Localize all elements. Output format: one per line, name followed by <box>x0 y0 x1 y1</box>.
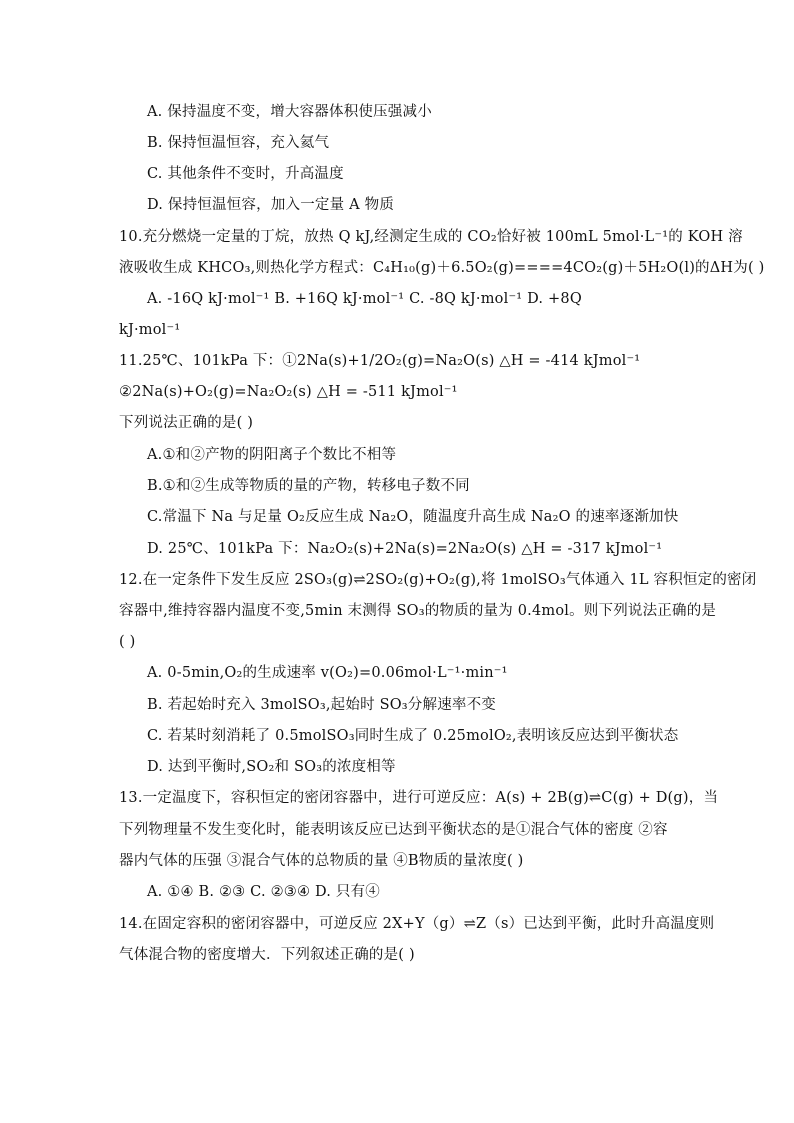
q12-option-a: A. 0-5min,O₂的生成速率 v(O₂)=0.06mol·L⁻¹·min⁻¹ <box>147 665 508 681</box>
q12-stem-line1: 12.在一定条件下发生反应 2SO₃(g)⇌2SO₂(g)+O₂(g),将 1molSO₃气体通入 1L 容积恒定的密闭 <box>119 572 757 588</box>
q13-stem-line2: 下列物理量不发生变化时，能表明该反应已达到平衡状态的是①混合气体的密度 ②容 <box>119 822 668 838</box>
q11-option-d: D. 25℃、101kPa 下：Na₂O₂(s)+2Na(s)=2Na₂O(s) △H = -317 kJmol⁻¹ <box>147 541 663 557</box>
q14-stem-line2: 气体混合物的密度增大．下列叙述正确的是( ) <box>119 947 415 963</box>
q13-stem-line1: 13.一定温度下，容积恒定的密闭容器中，进行可逆反应：A(s) + 2B(g)⇌C(g) + D(g)，当 <box>119 790 719 806</box>
q12-stem-line3: ( ) <box>119 634 136 650</box>
q9-option-c: C. 其他条件不变时，升高温度 <box>147 166 344 182</box>
q11-option-a: A.①和②产物的阴阳离子个数比不相等 <box>147 447 397 463</box>
q13-stem-line3: 器内气体的压强 ③混合气体的总物质的量 ④B物质的量浓度( ) <box>119 853 524 869</box>
q11-stem-line3: 下列说法正确的是( ) <box>119 415 254 431</box>
q11-stem-line2: ②2Na(s)+O₂(g)=Na₂O₂(s) △H = -511 kJmol⁻¹ <box>119 384 458 400</box>
q9-option-d: D. 保持恒温恒容，加入一定量 A 物质 <box>147 197 395 213</box>
q12-option-c: C. 若某时刻消耗了 0.5molSO₃同时生成了 0.25molO₂,表明该反应达到平衡状态 <box>147 728 679 744</box>
q11-stem-line1: 11.25℃、101kPa 下：①2Na(s)+1/2O₂(g)=Na₂O(s) △H = -414 kJmol⁻¹ <box>119 353 641 369</box>
q9-option-b: B. 保持恒温恒容，充入氦气 <box>147 135 330 151</box>
q12-option-d: D. 达到平衡时,SO₂和 SO₃的浓度相等 <box>147 759 396 775</box>
q14-stem-line1: 14.在固定容积的密闭容器中，可逆反应 2X+Y（g）⇌Z（s）已达到平衡，此时升高温度则 <box>119 916 715 932</box>
q10-options: A. -16Q kJ·mol⁻¹ B. +16Q kJ·mol⁻¹ C. -8Q kJ·mol⁻¹ D. +8Q <box>147 291 582 307</box>
q12-option-b: B. 若起始时充入 3molSO₃,起始时 SO₃分解速率不变 <box>147 697 497 713</box>
q11-option-c: C.常温下 Na 与足量 O₂反应生成 Na₂O，随温度升高生成 Na₂O 的速率逐渐加快 <box>147 509 679 525</box>
q10-options-wrap: kJ·mol⁻¹ <box>119 322 181 338</box>
q9-option-a: A. 保持温度不变，增大容器体积使压强减小 <box>147 104 432 120</box>
q10-stem-line2: 液吸收生成 KHCO₃,则热化学方程式：C₄H₁₀(g)＋6.5O₂(g)====4CO₂(g)＋5H₂O(l)的ΔH为( ) <box>119 260 765 276</box>
q13-options: A. ①④ B. ②③ C. ②③④ D. 只有④ <box>147 884 381 900</box>
q11-option-b: B.①和②生成等物质的量的产物，转移电子数不同 <box>147 478 470 494</box>
q10-stem-line1: 10.充分燃烧一定量的丁烷，放热 Q kJ,经测定生成的 CO₂恰好被 100mL 5mol·L⁻¹的 KOH 溶 <box>119 229 743 245</box>
q12-stem-line2: 容器中,维持容器内温度不变,5min 末测得 SO₃的物质的量为 0.4mol。则下列说法正确的是 <box>119 603 717 619</box>
